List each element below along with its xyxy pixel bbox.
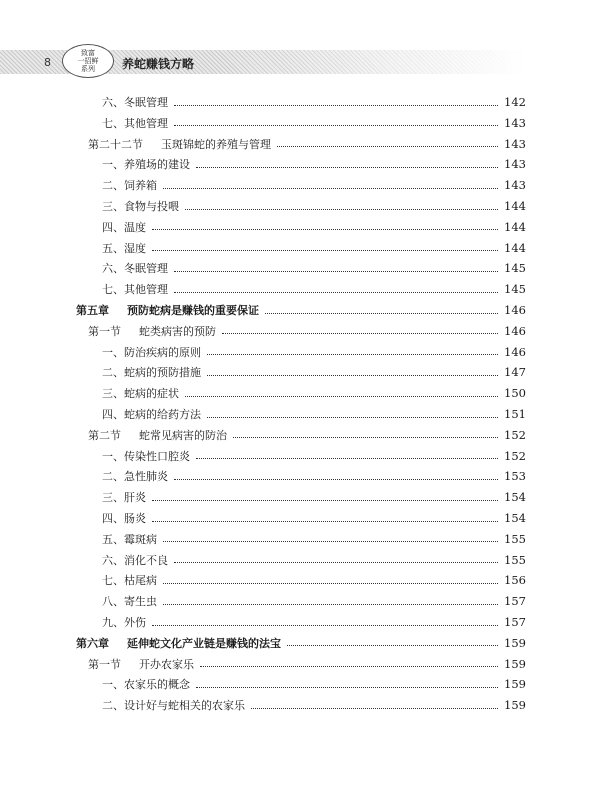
toc-entry-label [102, 219, 152, 235]
toc-page-number: 144 [504, 240, 526, 255]
toc-entry-label [102, 489, 152, 505]
toc-entry-item [102, 446, 526, 466]
toc-page-number: 144 [504, 219, 526, 234]
toc-page-number: 146 [504, 303, 526, 317]
toc-entry-item [102, 279, 526, 299]
toc-dot-leader [207, 417, 498, 418]
toc-entry-item [102, 154, 526, 174]
toc-page-number: 155 [504, 552, 526, 567]
toc-entry-label [102, 198, 185, 214]
toc-entry-number: 八、寄生虫 [102, 595, 157, 609]
toc-dot-leader [163, 188, 498, 189]
toc-page-number: 144 [504, 199, 526, 213]
toc-entry-number: 九、外伤 [102, 616, 146, 629]
toc-entry-title: 蛇常见病害的防治 [139, 428, 227, 442]
toc-entry-item [102, 175, 526, 195]
toc-page-number: 159 [504, 635, 526, 650]
toc-entry-item [102, 342, 526, 362]
toc-page-number: 143 [504, 136, 526, 151]
toc-entry-item [102, 238, 526, 258]
toc-entry-label [76, 302, 265, 318]
toc-page-number: 153 [504, 469, 526, 484]
toc-entry-item [102, 674, 526, 694]
toc-entry-label [88, 427, 233, 443]
toc-entry-section [88, 425, 526, 445]
toc-entry-title: 玉斑锦蛇的养殖与管理 [161, 137, 271, 151]
toc-entry-item [102, 383, 526, 403]
toc-entry-section [88, 321, 526, 341]
toc-entry-label [102, 385, 185, 401]
toc-entry-chapter [76, 300, 526, 320]
toc-dot-leader [152, 521, 498, 522]
toc-page-number: 157 [504, 594, 526, 609]
toc-entry-item [102, 570, 526, 590]
toc-dot-leader [174, 105, 498, 106]
toc-dot-leader [185, 396, 498, 397]
toc-dot-leader [174, 562, 498, 563]
toc-dot-leader [277, 146, 498, 147]
toc-page-number: 147 [504, 365, 526, 380]
toc-dot-leader [174, 125, 498, 126]
toc-entry-number: 一、养殖场的建设 [102, 158, 190, 172]
toc-dot-leader [265, 313, 498, 314]
toc-dot-leader [233, 437, 498, 438]
toc-entry-label [102, 572, 163, 588]
toc-entry-number: 七、其他管理 [102, 283, 168, 297]
toc-entry-label [102, 240, 152, 256]
toc-dot-leader [287, 645, 498, 646]
toc-entry-label [102, 593, 163, 609]
toc-entry-label [102, 676, 196, 692]
toc-entry-label [102, 177, 163, 193]
toc-entry-title: 延伸蛇文化产业链是赚钱的法宝 [127, 636, 281, 650]
toc-entry-number: 一、防治疾病的原则 [102, 345, 201, 359]
toc-dot-leader [152, 625, 498, 626]
toc-page-number: 152 [504, 448, 526, 463]
toc-entry-number: 四、肠炎 [102, 512, 146, 525]
toc-dot-leader [200, 666, 498, 667]
toc-page-number: 152 [504, 427, 526, 442]
toc-entry-item [102, 591, 526, 611]
toc-entry-section [88, 654, 526, 674]
toc-entry-item [102, 508, 526, 528]
toc-page-number: 143 [504, 115, 526, 130]
toc-entry-number: 七、枯尾病 [102, 574, 157, 588]
badge-line-3: 系列 [81, 65, 95, 73]
toc-entry-item [102, 258, 526, 278]
toc-entry-label [102, 115, 174, 131]
toc-entry-number: 六、冬眠管理 [102, 96, 168, 109]
toc-entry-label [102, 531, 163, 547]
toc-dot-leader [207, 354, 498, 355]
toc-page-number: 156 [504, 573, 526, 588]
toc-entry-number: 三、蛇病的症状 [102, 387, 179, 401]
toc-entry-number: 四、蛇病的给药方法 [102, 408, 201, 421]
toc-entry-item [102, 529, 526, 549]
toc-entry-item [102, 404, 526, 424]
toc-entry-item [102, 550, 526, 570]
toc-entry-label [88, 656, 200, 672]
toc-entry-number: 五、湿度 [102, 241, 146, 255]
badge-line-2: 一招鲜 [77, 57, 99, 65]
toc-entry-number: 第六章 [76, 636, 109, 650]
toc-dot-leader [152, 250, 498, 251]
toc-dot-leader [163, 583, 498, 584]
running-header [0, 44, 600, 78]
toc-entry-label [88, 323, 222, 339]
toc-entry-number: 第二节 [88, 428, 121, 442]
toc-dot-leader [196, 458, 498, 459]
toc-entry-label [102, 281, 174, 297]
toc-entry-label [102, 94, 174, 110]
toc-entry-item [102, 92, 526, 112]
toc-entry-item [102, 695, 526, 715]
toc-entry-title: 开办农家乐 [139, 657, 194, 671]
toc-entry-number: 二、急性肺炎 [102, 470, 168, 484]
toc-dot-leader [185, 209, 498, 210]
toc-page-number: 146 [504, 323, 526, 338]
toc-page-number: 159 [504, 656, 526, 671]
toc-dot-leader [196, 167, 498, 168]
page-number: 8 [44, 56, 51, 69]
badge-line-1: 致富 [81, 49, 95, 57]
toc-dot-leader [152, 229, 498, 230]
toc-page-number: 145 [504, 261, 526, 276]
toc-entry-number: 第二十二节 [88, 137, 143, 151]
toc-entry-item [102, 196, 526, 216]
toc-entry-number: 五、霉斑病 [102, 532, 157, 546]
toc-entry-number: 第五章 [76, 304, 109, 317]
toc-entry-label [88, 136, 277, 152]
toc-page-number: 154 [504, 490, 526, 505]
toc-entry-number: 一、农家乐的概念 [102, 678, 190, 692]
toc-entry-number: 第一节 [88, 324, 121, 338]
toc-entry-number: 四、温度 [102, 220, 146, 234]
toc-entry-label [102, 260, 174, 276]
toc-entry-number: 一、传染性口腔炎 [102, 449, 190, 463]
toc-entry-number: 六、冬眠管理 [102, 262, 168, 276]
toc-entry-item [102, 612, 526, 632]
toc-page-number: 146 [504, 344, 526, 359]
toc-dot-leader [152, 500, 498, 501]
toc-entry-number: 二、设计好与蛇相关的农家乐 [102, 699, 245, 713]
toc-page-number: 145 [504, 282, 526, 297]
toc-entry-label [102, 344, 207, 360]
toc-dot-leader [222, 333, 498, 334]
toc-entry-number: 七、其他管理 [102, 116, 168, 130]
toc-page-number: 150 [504, 386, 526, 401]
toc-entry-label [102, 406, 207, 422]
toc-dot-leader [163, 541, 498, 542]
toc-entry-item [102, 487, 526, 507]
toc-page-number: 155 [504, 531, 526, 546]
toc-entry-chapter [76, 633, 526, 653]
header-fade [230, 50, 600, 74]
toc-page-number: 151 [504, 407, 526, 421]
toc-entry-label [102, 448, 196, 464]
toc-entry-label [102, 697, 251, 713]
book-title: 养蛇赚钱方略 [122, 57, 195, 71]
toc-entry-title: 蛇类病害的预防 [139, 324, 216, 338]
toc-page-number: 142 [504, 95, 526, 109]
toc-entry-label [102, 468, 174, 484]
toc-entry-title: 预防蛇病是赚钱的重要保证 [127, 304, 259, 317]
toc-page-number: 159 [504, 677, 526, 692]
toc-dot-leader [174, 479, 498, 480]
toc-entry-number: 三、肝炎 [102, 491, 146, 505]
toc-entry-number: 二、蛇病的预防措施 [102, 366, 201, 380]
toc-entry-label [102, 614, 152, 630]
toc-entry-number: 第一节 [88, 657, 121, 671]
series-badge-logo [62, 44, 114, 78]
toc-entry-section [88, 134, 526, 154]
toc-page-number: 159 [504, 698, 526, 713]
toc-dot-leader [163, 604, 498, 605]
toc-entry-label [76, 635, 287, 651]
toc-dot-leader [207, 375, 498, 376]
toc-entry-number: 二、饲养箱 [102, 179, 157, 193]
toc-entry-number: 三、食物与投喂 [102, 200, 179, 213]
toc-entry-label [102, 510, 152, 526]
toc-dot-leader [251, 708, 498, 709]
toc-dot-leader [174, 292, 498, 293]
toc-page-number: 143 [504, 157, 526, 172]
toc-entry-number: 六、消化不良 [102, 553, 168, 567]
toc-entry-item [102, 217, 526, 237]
toc-entry-item [102, 113, 526, 133]
toc-page-number: 154 [504, 511, 526, 525]
toc-entry-label [102, 156, 196, 172]
toc-entry-item [102, 362, 526, 382]
toc-entry-label [102, 552, 174, 568]
toc-dot-leader [196, 687, 498, 688]
toc-entry-label [102, 364, 207, 380]
toc-dot-leader [174, 271, 498, 272]
toc-page-number: 143 [504, 178, 526, 193]
toc-page-number: 157 [504, 615, 526, 629]
toc-entry-item [102, 466, 526, 486]
